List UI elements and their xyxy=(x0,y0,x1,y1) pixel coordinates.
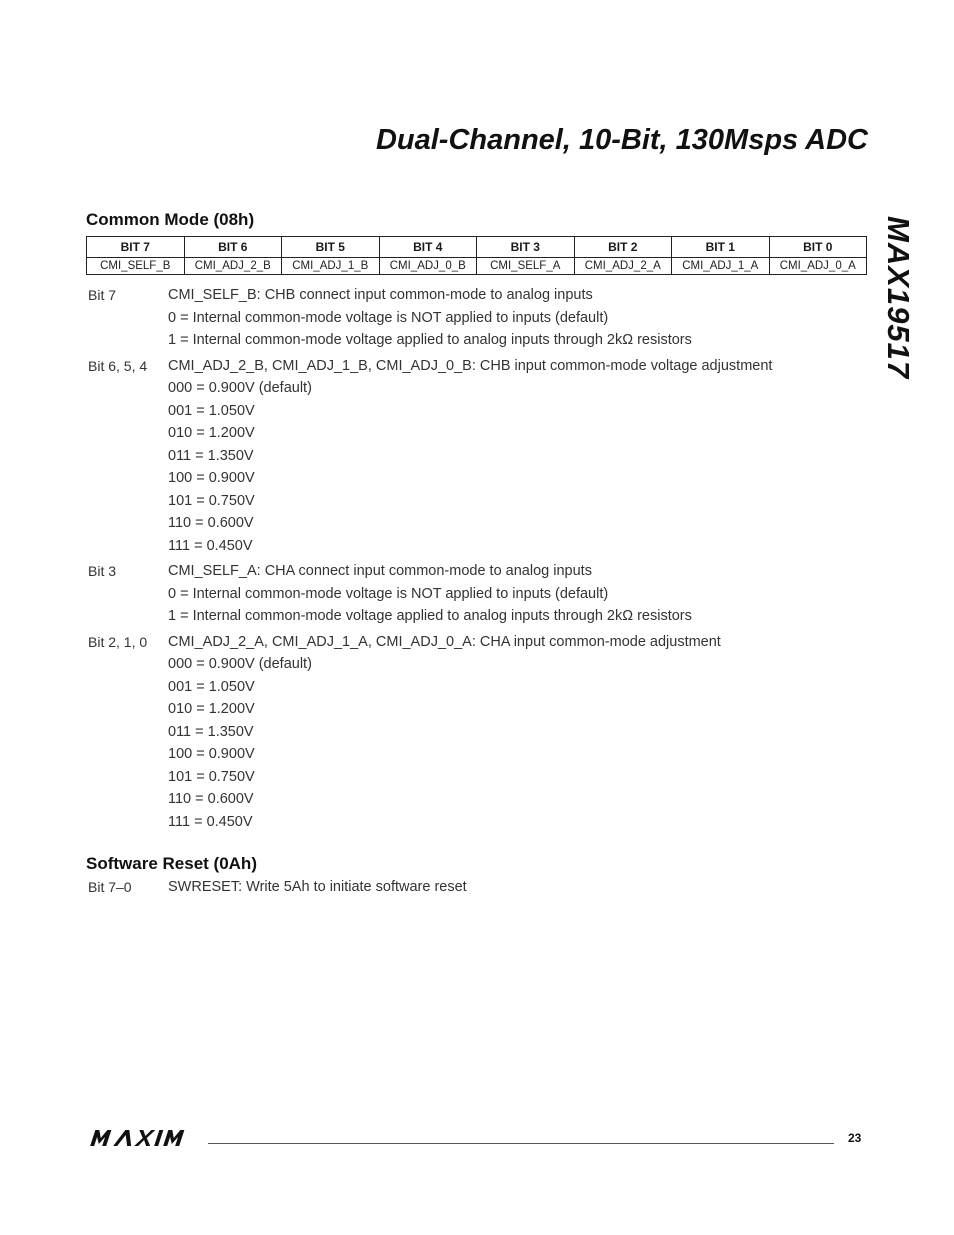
bit-header-cell: BIT 7 xyxy=(87,237,185,258)
field-line: CMI_ADJ_2_A, CMI_ADJ_1_A, CMI_ADJ_0_A: CHA input common-mode adjustment xyxy=(168,633,721,650)
field-bit-label: Bit 2, 1, 0 xyxy=(88,633,148,650)
software-reset-field xyxy=(88,876,868,899)
part-number-sidebar: MAX19517 xyxy=(881,216,916,380)
field-descriptions xyxy=(88,284,868,836)
bit-header-cell: BIT 5 xyxy=(282,237,380,258)
field-bit-7 xyxy=(88,284,868,352)
bit-header-row xyxy=(87,237,867,258)
field-bit-label: Bit 6, 5, 4 xyxy=(88,357,148,374)
field-line: 011 = 1.350V xyxy=(168,723,254,740)
bit-name-cell: CMI_SELF_A xyxy=(477,258,575,275)
field-bit-6-5-4 xyxy=(88,355,868,558)
bit-name-cell: CMI_ADJ_0_A xyxy=(769,258,867,275)
field-line: 0 = Internal common-mode voltage is NOT applied to inputs (default) xyxy=(168,309,609,326)
field-line: CMI_SELF_A: CHA connect input common-mode to analog inputs xyxy=(168,563,592,579)
field-line: 1 = Internal common-mode voltage applied to analog inputs through 2kΩ resistors xyxy=(168,608,692,624)
bit-header-cell: BIT 2 xyxy=(574,237,672,258)
bit-header-cell: BIT 6 xyxy=(184,237,282,258)
bit-header-cell: BIT 0 xyxy=(769,237,867,258)
bit-name-cell: CMI_ADJ_1_B xyxy=(282,258,380,275)
field-line: 000 = 0.900V (default) xyxy=(168,656,312,672)
bit-name-cell: CMI_ADJ_1_A xyxy=(672,258,770,275)
field-line: 111 = 0.450V xyxy=(168,813,253,830)
field-line: 110 = 0.600V xyxy=(168,515,254,531)
bit-name-cell: CMI_ADJ_2_A xyxy=(574,258,672,275)
bit-header-cell: BIT 1 xyxy=(672,237,770,258)
field-line: 100 = 0.900V xyxy=(168,746,255,762)
field-line: 110 = 0.600V xyxy=(168,791,254,807)
field-line: 100 = 0.900V xyxy=(168,470,255,486)
register-bit-table xyxy=(86,236,867,275)
document-title: Dual-Channel, 10-Bit, 130Msps ADC xyxy=(375,124,868,156)
field-line: 0 = Internal common-mode voltage is NOT applied to inputs (default) xyxy=(168,585,609,602)
bit-name-row xyxy=(87,258,867,275)
field-bit-label: Bit 7 xyxy=(88,287,117,303)
field-bit-3 xyxy=(88,560,868,628)
bit-name-cell: CMI_ADJ_2_B xyxy=(184,258,282,275)
maxim-logo xyxy=(88,1128,200,1148)
field-line: CMI_ADJ_2_B, CMI_ADJ_1_B, CMI_ADJ_0_B: CHB input common-mode voltage adjustment xyxy=(168,357,773,374)
page-number: 23 xyxy=(848,1131,862,1145)
field-line: 101 = 0.750V xyxy=(168,492,255,509)
common-mode-heading: Common Mode (08h) xyxy=(86,210,255,229)
footer-rule xyxy=(208,1143,834,1144)
bit-header-cell: BIT 3 xyxy=(477,237,575,258)
field-line: 000 = 0.900V (default) xyxy=(168,380,312,396)
field-bit-label: Bit 3 xyxy=(88,563,117,579)
bit-name-cell: CMI_ADJ_0_B xyxy=(379,258,477,275)
field-line: 010 = 1.200V xyxy=(168,425,255,441)
field-line: 010 = 1.200V xyxy=(168,701,255,717)
field-line: SWRESET: Write 5Ah to initiate software reset xyxy=(168,879,467,895)
field-line: 011 = 1.350V xyxy=(168,447,254,464)
field-line: 111 = 0.450V xyxy=(168,537,253,554)
bit-name-cell: CMI_SELF_B xyxy=(87,258,185,275)
field-line: 001 = 1.050V xyxy=(168,678,255,695)
field-line: 1 = Internal common-mode voltage applied to analog inputs through 2kΩ resistors xyxy=(168,332,692,348)
software-reset-heading: Software Reset (0Ah) xyxy=(86,854,257,873)
field-line: 101 = 0.750V xyxy=(168,768,255,785)
field-line: 001 = 1.050V xyxy=(168,402,255,419)
field-bit-label: Bit 7–0 xyxy=(88,879,132,895)
field-bit-2-1-0 xyxy=(88,631,868,834)
bit-header-cell: BIT 4 xyxy=(379,237,477,258)
field-line: CMI_SELF_B: CHB connect input common-mode to analog inputs xyxy=(168,287,593,303)
